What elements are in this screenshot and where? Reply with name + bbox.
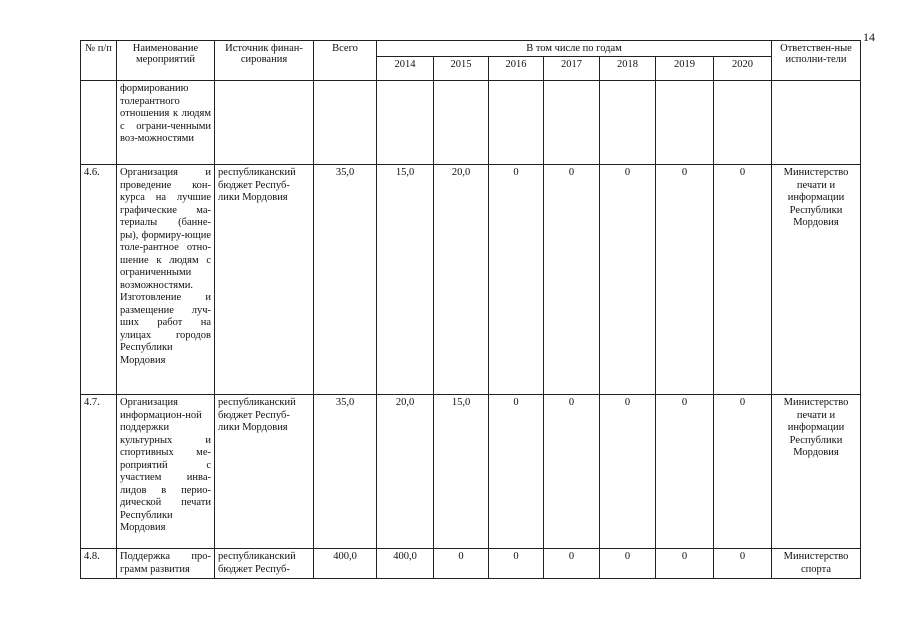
row-year-value: 20,0 <box>434 165 489 395</box>
row-source: республиканский бюджет Респуб-лики Мордовия <box>215 395 314 549</box>
row-year-value <box>656 81 714 165</box>
row-year-value: 0 <box>434 549 489 579</box>
row-year-value: 0 <box>489 549 544 579</box>
row-source <box>215 81 314 165</box>
table-row <box>81 395 861 549</box>
header-year: 2016 <box>489 57 544 81</box>
row-year-value: 0 <box>600 165 656 395</box>
row-total: 35,0 <box>314 395 377 549</box>
program-table <box>80 40 861 579</box>
row-source: республиканский бюджет Респуб-лики Мордовия <box>215 165 314 395</box>
header-row <box>81 41 861 57</box>
header-year: 2018 <box>600 57 656 81</box>
row-responsible <box>772 81 861 165</box>
header-num: № п/п <box>81 41 117 81</box>
row-year-value: 0 <box>656 165 714 395</box>
row-year-value <box>489 81 544 165</box>
header-source: Источник финан-сирования <box>215 41 314 81</box>
row-num: 4.8. <box>81 549 117 579</box>
header-year: 2020 <box>714 57 772 81</box>
row-year-value: 0 <box>600 549 656 579</box>
row-name: Поддержка про-грамм развития <box>117 549 215 579</box>
row-year-value: 0 <box>544 549 600 579</box>
table-row <box>81 81 861 165</box>
row-year-value: 0 <box>656 395 714 549</box>
row-num: 4.7. <box>81 395 117 549</box>
table-row <box>81 549 861 579</box>
row-year-value: 0 <box>600 395 656 549</box>
row-responsible: Министерство спорта <box>772 549 861 579</box>
row-name: Организация и проведение кон-курса на лучшие графические ма-териалы (банне-ры), формиру-ющие толе-рантное отно-шение к людям с ограниченными возможностями. Изготовление и размещение луч-ших работ на улицах городов Республики Мордовия <box>117 165 215 395</box>
row-num <box>81 81 117 165</box>
header-year: 2014 <box>377 57 434 81</box>
row-total: 400,0 <box>314 549 377 579</box>
header-year: 2019 <box>656 57 714 81</box>
header-name: Наименование мероприятий <box>117 41 215 81</box>
row-year-value: 0 <box>489 395 544 549</box>
row-year-value: 15,0 <box>434 395 489 549</box>
row-year-value: 15,0 <box>377 165 434 395</box>
row-source: республиканский бюджет Респуб- <box>215 549 314 579</box>
row-year-value <box>377 81 434 165</box>
row-year-value <box>544 81 600 165</box>
row-year-value: 0 <box>714 549 772 579</box>
row-responsible: Министерство печати и информации Республики Мордовия <box>772 395 861 549</box>
row-year-value <box>714 81 772 165</box>
header-by-years: В том числе по годам <box>377 41 772 57</box>
row-num: 4.6. <box>81 165 117 395</box>
row-year-value: 0 <box>656 549 714 579</box>
row-responsible: Министерство печати и информации Республики Мордовия <box>772 165 861 395</box>
row-year-value: 0 <box>544 395 600 549</box>
row-total <box>314 81 377 165</box>
row-year-value: 400,0 <box>377 549 434 579</box>
row-year-value <box>434 81 489 165</box>
row-year-value: 0 <box>714 165 772 395</box>
header-total: Всего <box>314 41 377 81</box>
table-row <box>81 165 861 395</box>
row-year-value: 0 <box>544 165 600 395</box>
row-year-value <box>600 81 656 165</box>
header-year: 2017 <box>544 57 600 81</box>
row-name: формированию толерантного отношения к людям с ограни-ченными воз-можностями <box>117 81 215 165</box>
row-year-value: 0 <box>489 165 544 395</box>
header-responsible: Ответствен-ные исполни-тели <box>772 41 861 81</box>
page-number: 14 <box>863 30 875 44</box>
header-year: 2015 <box>434 57 489 81</box>
row-name: Организация информацион-ной поддержки культурных и спортивных ме-роприятий с участием инва-лидов в перио-дической печати Республики Мордовия <box>117 395 215 549</box>
row-year-value: 20,0 <box>377 395 434 549</box>
row-total: 35,0 <box>314 165 377 395</box>
row-year-value: 0 <box>714 395 772 549</box>
